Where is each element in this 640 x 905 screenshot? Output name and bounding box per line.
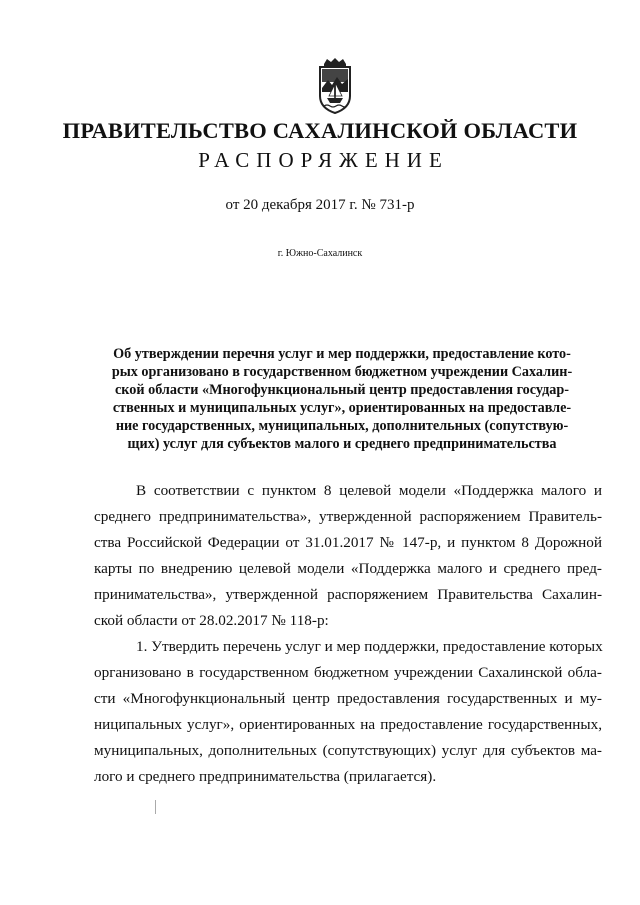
subject-line: Об утверждении перечня услуг и мер поддержки, предоставление кото-: [113, 346, 571, 362]
paragraph-line: лого и среднего предпринимательства (прилагается).: [94, 768, 437, 785]
document-city: г. Южно-Сахалинск: [277, 248, 363, 259]
paragraph-line: муниципальных, дополнительных (сопутствующих) услуг для субъектов ма-: [94, 742, 602, 759]
paragraph-line: 1. Утвердить перечень услуг и мер поддержки, предоставление которых: [136, 638, 603, 655]
paragraph-line: карты по внедрению целевой модели «Поддержка малого и среднего пред-: [94, 560, 602, 577]
paragraph-line: среднего предпринимательства», утвержденной распоряжением Правитель-: [94, 508, 602, 525]
document-date-number: от 20 декабря 2017 г. № 731-р: [225, 197, 415, 213]
preamble-paragraph: [94, 478, 602, 634]
paragraph-line: ниципальных услуг», ориентированных на предоставление государственных,: [94, 716, 602, 733]
paragraph-line: ской области от 28.02.2017 № 118-р:: [94, 612, 329, 629]
subject-line: рых организовано в государственном бюджетном учреждении Сахалин-: [111, 364, 573, 380]
scan-speck: [155, 800, 156, 814]
document-subject: [103, 345, 581, 453]
paragraph-line: сти «Многофункциональный центр предоставления государственных и му-: [94, 690, 602, 707]
subject-line: щих) услуг для субъектов малого и среднего предпринимательства: [127, 436, 557, 452]
paragraph-line: В соответствии с пунктом 8 целевой модели «Поддержка малого и: [136, 482, 602, 499]
subject-line: ственных и муниципальных услуг», ориентированных на предоставле-: [112, 400, 572, 416]
subject-line: ние государственных, муниципальных, дополнительных (сопутствую-: [115, 418, 569, 434]
coat-of-arms-icon: [315, 58, 355, 114]
document-type: РАСПОРЯЖЕНИЕ: [198, 148, 449, 172]
paragraph-line: ства Российской Федерации от 31.01.2017 № 147-р, и пунктом 8 Дорожной: [94, 534, 602, 551]
paragraph-line: принимательства», утвержденной распоряжением Правительства Сахалин-: [94, 586, 602, 603]
government-title: ПРАВИТЕЛЬСТВО САХАЛИНСКОЙ ОБЛАСТИ: [62, 118, 578, 143]
document-body: [94, 478, 602, 790]
paragraph-line: организовано в государственном бюджетном учреждении Сахалинской обла-: [94, 664, 602, 681]
item-1-paragraph: [94, 634, 602, 790]
subject-line: ской области «Многофункциональный центр предоставления государ-: [115, 382, 569, 398]
